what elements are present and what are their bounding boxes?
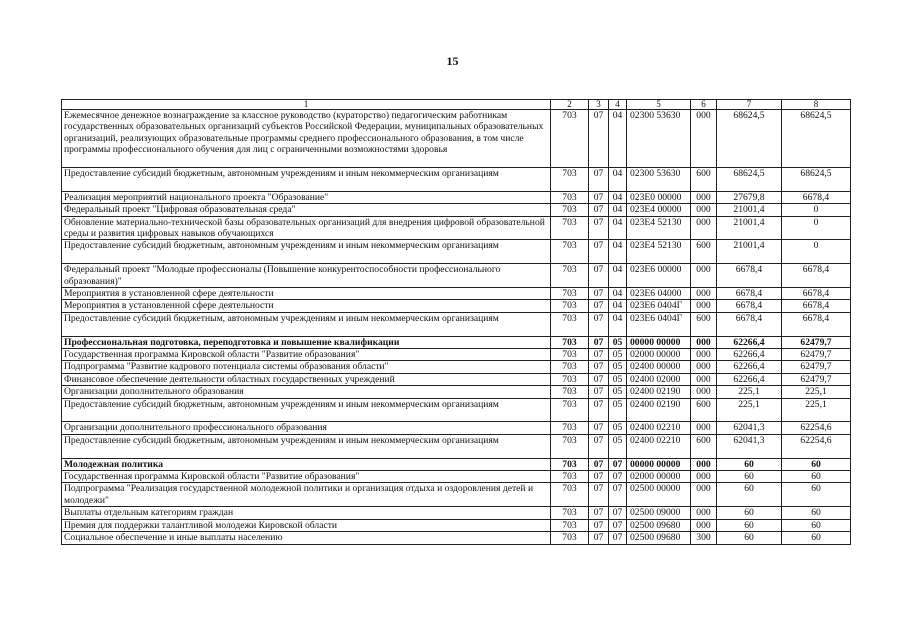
row-subsection: 04 xyxy=(609,264,627,288)
row-subsection: 04 xyxy=(609,300,627,312)
row-ministry: 703 xyxy=(551,110,589,168)
row-target-code: 02400 02210 xyxy=(627,422,691,434)
row-expense-type: 000 xyxy=(691,507,717,519)
row-expense-type: 000 xyxy=(691,288,717,300)
row-amount-1: 6678,4 xyxy=(717,288,782,300)
row-target-code: 02400 02190 xyxy=(627,386,691,398)
row-section: 07 xyxy=(589,483,609,507)
row-expense-type: 300 xyxy=(691,532,717,544)
row-amount-2: 6678,4 xyxy=(782,300,851,312)
row-section: 07 xyxy=(589,240,609,264)
row-target-code: 023E4 52130 xyxy=(627,216,691,240)
row-expense-type: 000 xyxy=(691,471,717,483)
header-cell: 4 xyxy=(609,100,627,110)
row-subsection: 04 xyxy=(609,312,627,336)
table-row xyxy=(62,191,851,203)
row-expense-type: 000 xyxy=(691,373,717,385)
row-amount-2: 6678,4 xyxy=(782,312,851,336)
row-ministry: 703 xyxy=(551,191,589,203)
header-cell: 8 xyxy=(782,100,851,110)
row-ministry: 703 xyxy=(551,240,589,264)
row-subsection: 07 xyxy=(609,507,627,519)
row-name: Государственная программа Кировской области "Развитие образования" xyxy=(62,471,551,483)
row-expense-type: 000 xyxy=(691,386,717,398)
row-amount-1: 62041,3 xyxy=(717,434,782,458)
row-subsection: 05 xyxy=(609,434,627,458)
row-name: Реализация мероприятий национального проекта "Образование" xyxy=(62,191,551,203)
row-ministry: 703 xyxy=(551,483,589,507)
row-section: 07 xyxy=(589,336,609,348)
row-ministry: 703 xyxy=(551,264,589,288)
header-row xyxy=(62,100,851,110)
row-name: Государственная программа Кировской области "Развитие образования" xyxy=(62,349,551,361)
row-subsection: 05 xyxy=(609,361,627,373)
row-target-code: 02000 00000 xyxy=(627,349,691,361)
table-row xyxy=(62,532,851,544)
row-name: Организации дополнительного образования xyxy=(62,386,551,398)
table-row xyxy=(62,110,851,168)
row-name: Мероприятия в установленной сфере деятельности xyxy=(62,288,551,300)
row-name: Ежемесячное денежное вознаграждение за классное руководство (кураторство) педагогическим работникам государственных образовательных организаций субъектов Российской Федерации, муниципальных образовательных организаций, реализующих образовательные программы среднего профессионального образования, в том числе программы профессионального обучения для лиц с ограниченными возможностями здоровья xyxy=(62,110,551,168)
row-name: Предоставление субсидий бюджетным, автономным учреждениям и иным некоммерческим организациям xyxy=(62,398,551,422)
row-section: 07 xyxy=(589,349,609,361)
row-ministry: 703 xyxy=(551,532,589,544)
row-ministry: 703 xyxy=(551,312,589,336)
row-expense-type: 000 xyxy=(691,264,717,288)
header-cell: 6 xyxy=(691,100,717,110)
table-row xyxy=(62,216,851,240)
row-amount-1: 21001,4 xyxy=(717,240,782,264)
row-expense-type: 000 xyxy=(691,204,717,216)
row-expense-type: 000 xyxy=(691,483,717,507)
row-amount-1: 68624,5 xyxy=(717,110,782,168)
table-row xyxy=(62,471,851,483)
table-row xyxy=(62,204,851,216)
table-row xyxy=(62,373,851,385)
table-row xyxy=(62,386,851,398)
row-subsection: 05 xyxy=(609,422,627,434)
row-name: Профессиональная подготовка, переподготовка и повышение квалификации xyxy=(62,336,551,348)
row-expense-type: 000 xyxy=(691,349,717,361)
row-amount-2: 62254,6 xyxy=(782,434,851,458)
row-expense-type: 600 xyxy=(691,168,717,192)
row-subsection: 07 xyxy=(609,458,627,470)
row-amount-1: 68624,5 xyxy=(717,168,782,192)
row-target-code: 023E6 0404Г xyxy=(627,312,691,336)
row-section: 07 xyxy=(589,110,609,168)
row-amount-2: 6678,4 xyxy=(782,264,851,288)
row-amount-2: 225,1 xyxy=(782,398,851,422)
row-amount-1: 21001,4 xyxy=(717,204,782,216)
row-subsection: 05 xyxy=(609,336,627,348)
row-target-code: 02000 00000 xyxy=(627,471,691,483)
row-name: Выплаты отдельным категориям граждан xyxy=(62,507,551,519)
row-subsection: 04 xyxy=(609,110,627,168)
row-amount-1: 60 xyxy=(717,483,782,507)
row-section: 07 xyxy=(589,398,609,422)
header-cell: 7 xyxy=(717,100,782,110)
row-ministry: 703 xyxy=(551,471,589,483)
row-amount-1: 27679,8 xyxy=(717,191,782,203)
row-expense-type: 000 xyxy=(691,458,717,470)
row-section: 07 xyxy=(589,519,609,531)
row-amount-2: 60 xyxy=(782,458,851,470)
row-section: 07 xyxy=(589,373,609,385)
table-row xyxy=(62,519,851,531)
row-ministry: 703 xyxy=(551,422,589,434)
row-amount-2: 0 xyxy=(782,216,851,240)
row-subsection: 07 xyxy=(609,532,627,544)
row-subsection: 07 xyxy=(609,519,627,531)
table-row xyxy=(62,168,851,192)
row-target-code: 023E4 00000 xyxy=(627,204,691,216)
row-name: Премия для поддержки талантливой молодежи Кировской области xyxy=(62,519,551,531)
row-section: 07 xyxy=(589,422,609,434)
row-ministry: 703 xyxy=(551,386,589,398)
row-ministry: 703 xyxy=(551,168,589,192)
row-target-code: 02400 02190 xyxy=(627,398,691,422)
row-target-code: 02500 09000 xyxy=(627,507,691,519)
row-ministry: 703 xyxy=(551,216,589,240)
row-section: 07 xyxy=(589,458,609,470)
row-section: 07 xyxy=(589,312,609,336)
header-cell: 5 xyxy=(627,100,691,110)
row-ministry: 703 xyxy=(551,204,589,216)
row-amount-1: 6678,4 xyxy=(717,264,782,288)
row-section: 07 xyxy=(589,216,609,240)
row-amount-1: 60 xyxy=(717,519,782,531)
table-row xyxy=(62,507,851,519)
row-amount-1: 60 xyxy=(717,458,782,470)
row-section: 07 xyxy=(589,471,609,483)
row-subsection: 04 xyxy=(609,240,627,264)
row-section: 07 xyxy=(589,361,609,373)
row-subsection: 05 xyxy=(609,373,627,385)
header-cell: 1 xyxy=(62,100,551,110)
row-subsection: 04 xyxy=(609,216,627,240)
row-target-code: 02400 02000 xyxy=(627,373,691,385)
row-ministry: 703 xyxy=(551,458,589,470)
row-target-code: 023E6 00000 xyxy=(627,264,691,288)
row-name: Мероприятия в установленной сфере деятельности xyxy=(62,300,551,312)
row-amount-1: 21001,4 xyxy=(717,216,782,240)
header-cell: 3 xyxy=(589,100,609,110)
row-ministry: 703 xyxy=(551,300,589,312)
row-subsection: 04 xyxy=(609,204,627,216)
row-target-code: 023E6 0404Г xyxy=(627,300,691,312)
row-amount-1: 225,1 xyxy=(717,386,782,398)
row-target-code: 02500 09680 xyxy=(627,519,691,531)
row-ministry: 703 xyxy=(551,288,589,300)
row-expense-type: 000 xyxy=(691,519,717,531)
row-subsection: 04 xyxy=(609,288,627,300)
row-amount-2: 0 xyxy=(782,240,851,264)
table-row xyxy=(62,264,851,288)
row-section: 07 xyxy=(589,507,609,519)
row-target-code: 023E6 04000 xyxy=(627,288,691,300)
row-expense-type: 000 xyxy=(691,191,717,203)
row-name: Организации дополнительного профессионального образования xyxy=(62,422,551,434)
row-section: 07 xyxy=(589,386,609,398)
row-expense-type: 600 xyxy=(691,312,717,336)
row-ministry: 703 xyxy=(551,349,589,361)
row-amount-2: 62479,7 xyxy=(782,349,851,361)
row-subsection: 05 xyxy=(609,398,627,422)
table-row xyxy=(62,458,851,470)
row-target-code: 00000 00000 xyxy=(627,458,691,470)
header-cell: 2 xyxy=(551,100,589,110)
row-amount-2: 60 xyxy=(782,507,851,519)
row-expense-type: 000 xyxy=(691,216,717,240)
table-row xyxy=(62,422,851,434)
row-expense-type: 000 xyxy=(691,422,717,434)
row-name: Обновление материально-технической базы образовательных организаций для внедрения цифровой образовательной среды и развития цифровых навыков обучающихся xyxy=(62,216,551,240)
table-row xyxy=(62,434,851,458)
row-expense-type: 000 xyxy=(691,300,717,312)
row-amount-2: 62479,7 xyxy=(782,373,851,385)
row-subsection: 05 xyxy=(609,349,627,361)
row-name: Социальное обеспечение и иные выплаты населению xyxy=(62,532,551,544)
row-amount-2: 60 xyxy=(782,519,851,531)
row-target-code: 02500 00000 xyxy=(627,483,691,507)
row-amount-2: 62479,7 xyxy=(782,361,851,373)
row-section: 07 xyxy=(589,300,609,312)
table-row xyxy=(62,288,851,300)
row-target-code: 023E0 00000 xyxy=(627,191,691,203)
row-ministry: 703 xyxy=(551,398,589,422)
row-amount-1: 225,1 xyxy=(717,398,782,422)
row-amount-1: 60 xyxy=(717,507,782,519)
row-name: Предоставление субсидий бюджетным, автономным учреждениям и иным некоммерческим организациям xyxy=(62,240,551,264)
row-amount-1: 62266,4 xyxy=(717,373,782,385)
row-expense-type: 000 xyxy=(691,361,717,373)
row-amount-2: 6678,4 xyxy=(782,288,851,300)
row-amount-2: 68624,5 xyxy=(782,110,851,168)
row-name: Подпрограмма "Реализация государственной молодежной политики и организация отдыха и оздоровления детей и молодежи" xyxy=(62,483,551,507)
table-row xyxy=(62,312,851,336)
table-row xyxy=(62,361,851,373)
row-subsection: 04 xyxy=(609,168,627,192)
row-section: 07 xyxy=(589,288,609,300)
row-section: 07 xyxy=(589,168,609,192)
row-expense-type: 600 xyxy=(691,398,717,422)
row-amount-2: 60 xyxy=(782,483,851,507)
row-amount-2: 62479,7 xyxy=(782,336,851,348)
row-expense-type: 600 xyxy=(691,434,717,458)
table-body xyxy=(62,100,851,545)
row-amount-1: 60 xyxy=(717,471,782,483)
row-name: Федеральный проект "Молодые профессионалы (Повышение конкурентоспособности профессионального образования)" xyxy=(62,264,551,288)
row-section: 07 xyxy=(589,191,609,203)
row-name: Предоставление субсидий бюджетным, автономным учреждениям и иным некоммерческим организациям xyxy=(62,434,551,458)
row-target-code: 02300 53630 xyxy=(627,110,691,168)
row-amount-1: 6678,4 xyxy=(717,300,782,312)
row-ministry: 703 xyxy=(551,336,589,348)
row-target-code: 02400 02210 xyxy=(627,434,691,458)
row-ministry: 703 xyxy=(551,519,589,531)
row-subsection: 07 xyxy=(609,471,627,483)
row-subsection: 05 xyxy=(609,386,627,398)
row-section: 07 xyxy=(589,204,609,216)
row-amount-2: 60 xyxy=(782,471,851,483)
row-ministry: 703 xyxy=(551,434,589,458)
row-subsection: 07 xyxy=(609,483,627,507)
table-row xyxy=(62,240,851,264)
row-target-code: 02400 00000 xyxy=(627,361,691,373)
page-number: 15 xyxy=(446,54,459,68)
row-amount-1: 62266,4 xyxy=(717,361,782,373)
row-ministry: 703 xyxy=(551,373,589,385)
row-ministry: 703 xyxy=(551,361,589,373)
row-expense-type: 000 xyxy=(691,110,717,168)
row-expense-type: 000 xyxy=(691,336,717,348)
row-amount-1: 60 xyxy=(717,532,782,544)
row-name: Федеральный проект "Цифровая образовательная среда" xyxy=(62,204,551,216)
row-amount-1: 6678,4 xyxy=(717,312,782,336)
row-subsection: 04 xyxy=(609,191,627,203)
row-section: 07 xyxy=(589,264,609,288)
row-name: Подпрограмма "Развитие кадрового потенциала системы образования области" xyxy=(62,361,551,373)
table-row xyxy=(62,300,851,312)
row-amount-2: 225,1 xyxy=(782,386,851,398)
row-section: 07 xyxy=(589,532,609,544)
row-amount-1: 62266,4 xyxy=(717,336,782,348)
row-amount-2: 62254,6 xyxy=(782,422,851,434)
row-amount-2: 60 xyxy=(782,532,851,544)
row-name: Предоставление субсидий бюджетным, автономным учреждениям и иным некоммерческим организациям xyxy=(62,312,551,336)
row-target-code: 02300 53630 xyxy=(627,168,691,192)
table-row xyxy=(62,349,851,361)
row-target-code: 02500 09680 xyxy=(627,532,691,544)
row-name: Предоставление субсидий бюджетным, автономным учреждениям и иным некоммерческим организациям xyxy=(62,168,551,192)
table-row xyxy=(62,483,851,507)
row-amount-2: 6678,4 xyxy=(782,191,851,203)
row-amount-2: 0 xyxy=(782,204,851,216)
row-name: Молодежная политика xyxy=(62,458,551,470)
table-row xyxy=(62,398,851,422)
row-amount-2: 68624,5 xyxy=(782,168,851,192)
row-amount-1: 62266,4 xyxy=(717,349,782,361)
row-name: Финансовое обеспечение деятельности областных государственных учреждений xyxy=(62,373,551,385)
table-row xyxy=(62,336,851,348)
row-ministry: 703 xyxy=(551,507,589,519)
row-target-code: 023E4 52130 xyxy=(627,240,691,264)
row-section: 07 xyxy=(589,434,609,458)
row-expense-type: 600 xyxy=(691,240,717,264)
budget-table xyxy=(61,99,851,545)
row-target-code: 00000 00000 xyxy=(627,336,691,348)
row-amount-1: 62041,3 xyxy=(717,422,782,434)
